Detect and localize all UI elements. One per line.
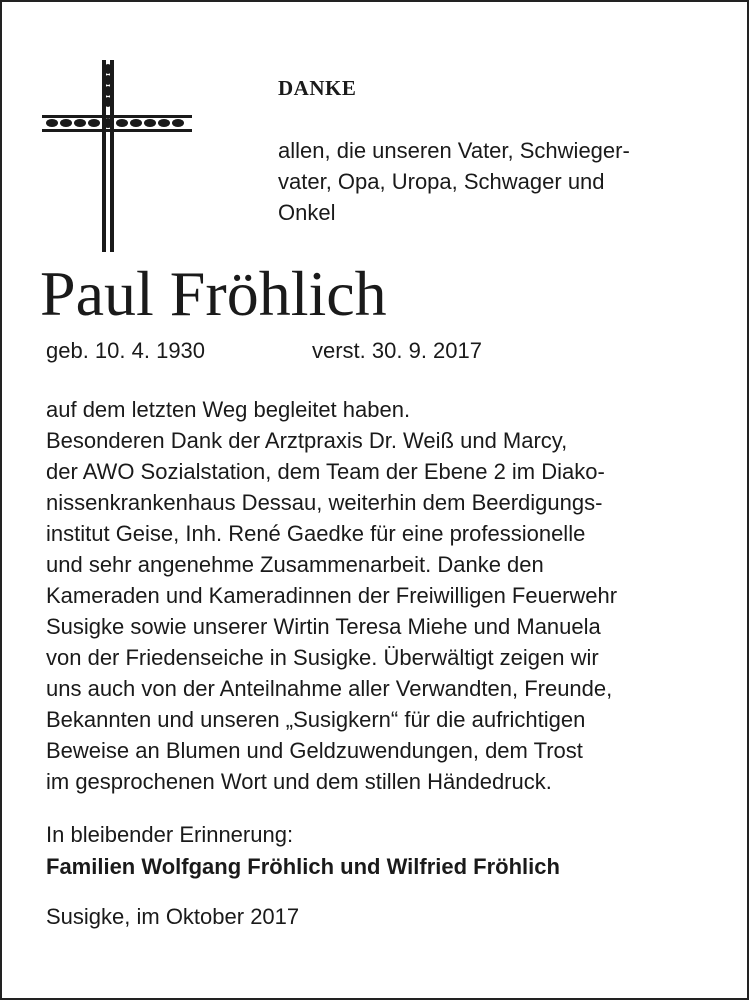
deceased-name: Paul Fröhlich [40,258,387,329]
life-dates [46,336,482,366]
body-text: auf dem letzten Weg begleitet haben. Besonderen Dank der Arztpraxis Dr. Weiß und Marcy, der AWO Sozialstation, dem Team der Ebene 2 im Diako- nissenkrankenhaus Dessau, weiterhin dem Beerdigungs- institut Geise, Inh. René Gaedke für eine professionelle und sehr angenehme Zusammenarbeit. Danke den Kameraden und Kameradinnen der Freiwilligen Feuerwehr Susigke sowie unserer Wirtin Teresa Miehe und Manuela von der Friedenseiche in Susigke. Überwältigt zeigen wir uns auch von der Anteilnahme aller Verwandten, Freunde, Bekannten und unseren „Susigkern“ für die aufrichtigen Beweise an Blumen und Geldzuwendungen, dem Trost im gesprochenen Wort und dem stillen Händedruck. [46,397,618,794]
closing-line: In bleibender Erinnerung: [46,822,294,847]
wheat-cross-icon [42,60,192,252]
family-signature: Familien Wolfgang Fröhlich und Wilfried Fröhlich [46,854,560,879]
place-date: Susigke, im Oktober 2017 [46,904,300,929]
heading-danke: DANKE [278,76,357,100]
death-date: verst. 30. 9. 2017 [312,338,482,363]
birth-date: geb. 10. 4. 1930 [46,338,206,363]
thanks-recipients: allen, die unseren Vater, Schwieger- vater, Opa, Uropa, Schwager und Onkel [278,138,630,225]
